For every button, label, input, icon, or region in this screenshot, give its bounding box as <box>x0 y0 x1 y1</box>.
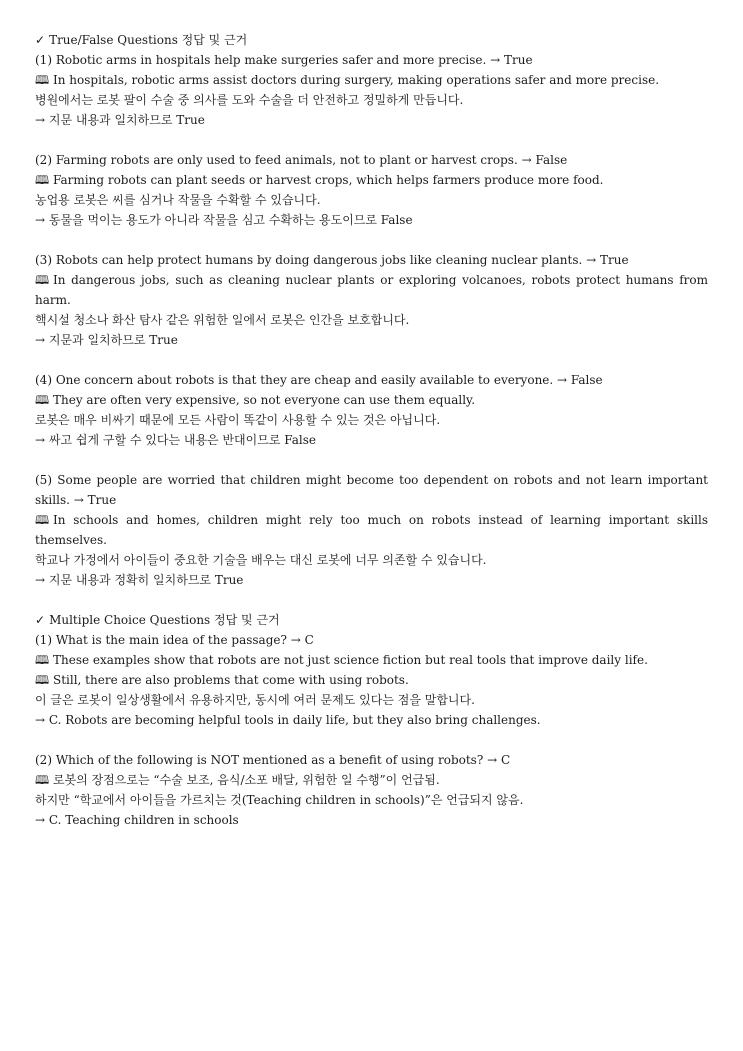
tf-q1-evidence <box>35 70 708 90</box>
mc-q1-evidence1-text: These examples show that robots are not just science fiction but real tools that improve daily life. <box>53 653 648 667</box>
tf-q3-evidence-text: In dangerous jobs, such as cleaning nuclear plants or exploring volcanoes, robots protect humans from harm. <box>35 273 708 307</box>
tf-q5-evidence-text: In schools and homes, children might rely too much on robots instead of learning important skills themselves. <box>35 513 708 547</box>
tf-heading-text: True/False Questions 정답 및 근거 <box>49 33 248 47</box>
tf-q4-reason: → 싸고 쉽게 구할 수 있다는 내용은 반대이므로 False <box>35 433 316 447</box>
tf-q4-evidence-text: They are often very expensive, so not everyone can use them equally. <box>53 393 476 407</box>
tf-q4-korean: 로봇은 매우 비싸기 때문에 모든 사람이 똑같이 사용할 수 있는 것은 아닙니다. <box>35 413 441 427</box>
mc-heading <box>35 610 708 630</box>
book-icon: 🕮 <box>35 173 50 187</box>
mc-q1-korean: 이 글은 로봇이 일상생활에서 유용하지만, 동시에 여러 문제도 있다는 점을 말합니다. <box>35 693 475 707</box>
book-icon: 🕮 <box>35 513 50 527</box>
tf-q5-korean: 학교나 가정에서 아이들이 중요한 기술을 배우는 대신 로봇에 너무 의존할 수 있습니다. <box>35 553 487 567</box>
tf-q2-reason: → 동물을 먹이는 용도가 아니라 작물을 심고 수확하는 용도이므로 False <box>35 213 413 227</box>
check-icon: ✓ <box>35 33 46 47</box>
tf-q2-question: (2) Farming robots are only used to feed animals, not to plant or harvest crops. → False <box>35 153 568 167</box>
tf-q3-question: (3) Robots can help protect humans by doing dangerous jobs like cleaning nuclear plants. → True <box>35 253 629 267</box>
tf-q1-reason: → 지문 내용과 일치하므로 True <box>35 113 205 127</box>
tf-q1-korean: 병원에서는 로봇 팔이 수술 중 의사를 도와 수술을 더 안전하고 정밀하게 만듭니다. <box>35 93 464 107</box>
spacer <box>35 230 708 250</box>
tf-q2-evidence <box>35 170 708 190</box>
tf-q2-korean: 농업용 로봇은 씨를 심거나 작물을 수확할 수 있습니다. <box>35 193 321 207</box>
mc-heading-text: Multiple Choice Questions 정답 및 근거 <box>49 613 280 627</box>
mc-q1-question: (1) What is the main idea of the passage? → C <box>35 633 314 647</box>
book-icon: 🕮 <box>35 73 50 87</box>
tf-heading <box>35 30 708 50</box>
mc-q1-evidence1 <box>35 650 708 670</box>
tf-q5-reason: → 지문 내용과 정확히 일치하므로 True <box>35 573 244 587</box>
mc-q2-korean: 하지만 “학교에서 아이들을 가르치는 것(Teaching children in schools)”은 언급되지 않음. <box>35 793 524 807</box>
book-icon: 🕮 <box>35 653 50 667</box>
tf-q1-evidence-text: In hospitals, robotic arms assist doctors during surgery, making operations safer and more precise. <box>53 73 660 87</box>
tf-q2-evidence-text: Farming robots can plant seeds or harvest crops, which helps farmers produce more food. <box>53 173 604 187</box>
book-icon: 🕮 <box>35 273 50 287</box>
spacer <box>35 130 708 150</box>
tf-q1-question: (1) Robotic arms in hospitals help make surgeries safer and more precise. → True <box>35 53 533 67</box>
spacer <box>35 590 708 610</box>
mc-q2-evidence-text: 로봇의 장점으로는 “수술 보조, 음식/소포 배달, 위험한 일 수행”이 언급됨. <box>53 773 440 787</box>
mc-q2-evidence <box>35 770 708 790</box>
mc-q1-evidence2 <box>35 670 708 690</box>
book-icon: 🕮 <box>35 393 50 407</box>
mc-q1-reason: → C. Robots are becoming helpful tools in daily life, but they also bring challenges. <box>35 713 541 727</box>
tf-q3-korean: 핵시설 청소나 화산 탐사 같은 위험한 일에서 로봇은 인간을 보호합니다. <box>35 313 410 327</box>
tf-q4-evidence <box>35 390 708 410</box>
spacer <box>35 730 708 750</box>
tf-q3-evidence <box>35 270 708 310</box>
mc-q2-question: (2) Which of the following is NOT mentioned as a benefit of using robots? → C <box>35 753 511 767</box>
mc-q2-reason: → C. Teaching children in schools <box>35 813 239 827</box>
spacer <box>35 350 708 370</box>
tf-q5-evidence <box>35 510 708 550</box>
book-icon: 🕮 <box>35 773 50 787</box>
spacer <box>35 450 708 470</box>
tf-q5-question: (5) Some people are worried that children might become too dependent on robots and not learn important skills. → True <box>35 473 708 507</box>
tf-q3-reason: → 지문과 일치하므로 True <box>35 333 178 347</box>
tf-q4-question: (4) One concern about robots is that they are cheap and easily available to everyone. → False <box>35 373 603 387</box>
mc-q1-evidence2-text: Still, there are also problems that come with using robots. <box>53 673 409 687</box>
check-icon: ✓ <box>35 613 46 627</box>
book-icon: 🕮 <box>35 673 50 687</box>
answer-document <box>35 30 708 830</box>
